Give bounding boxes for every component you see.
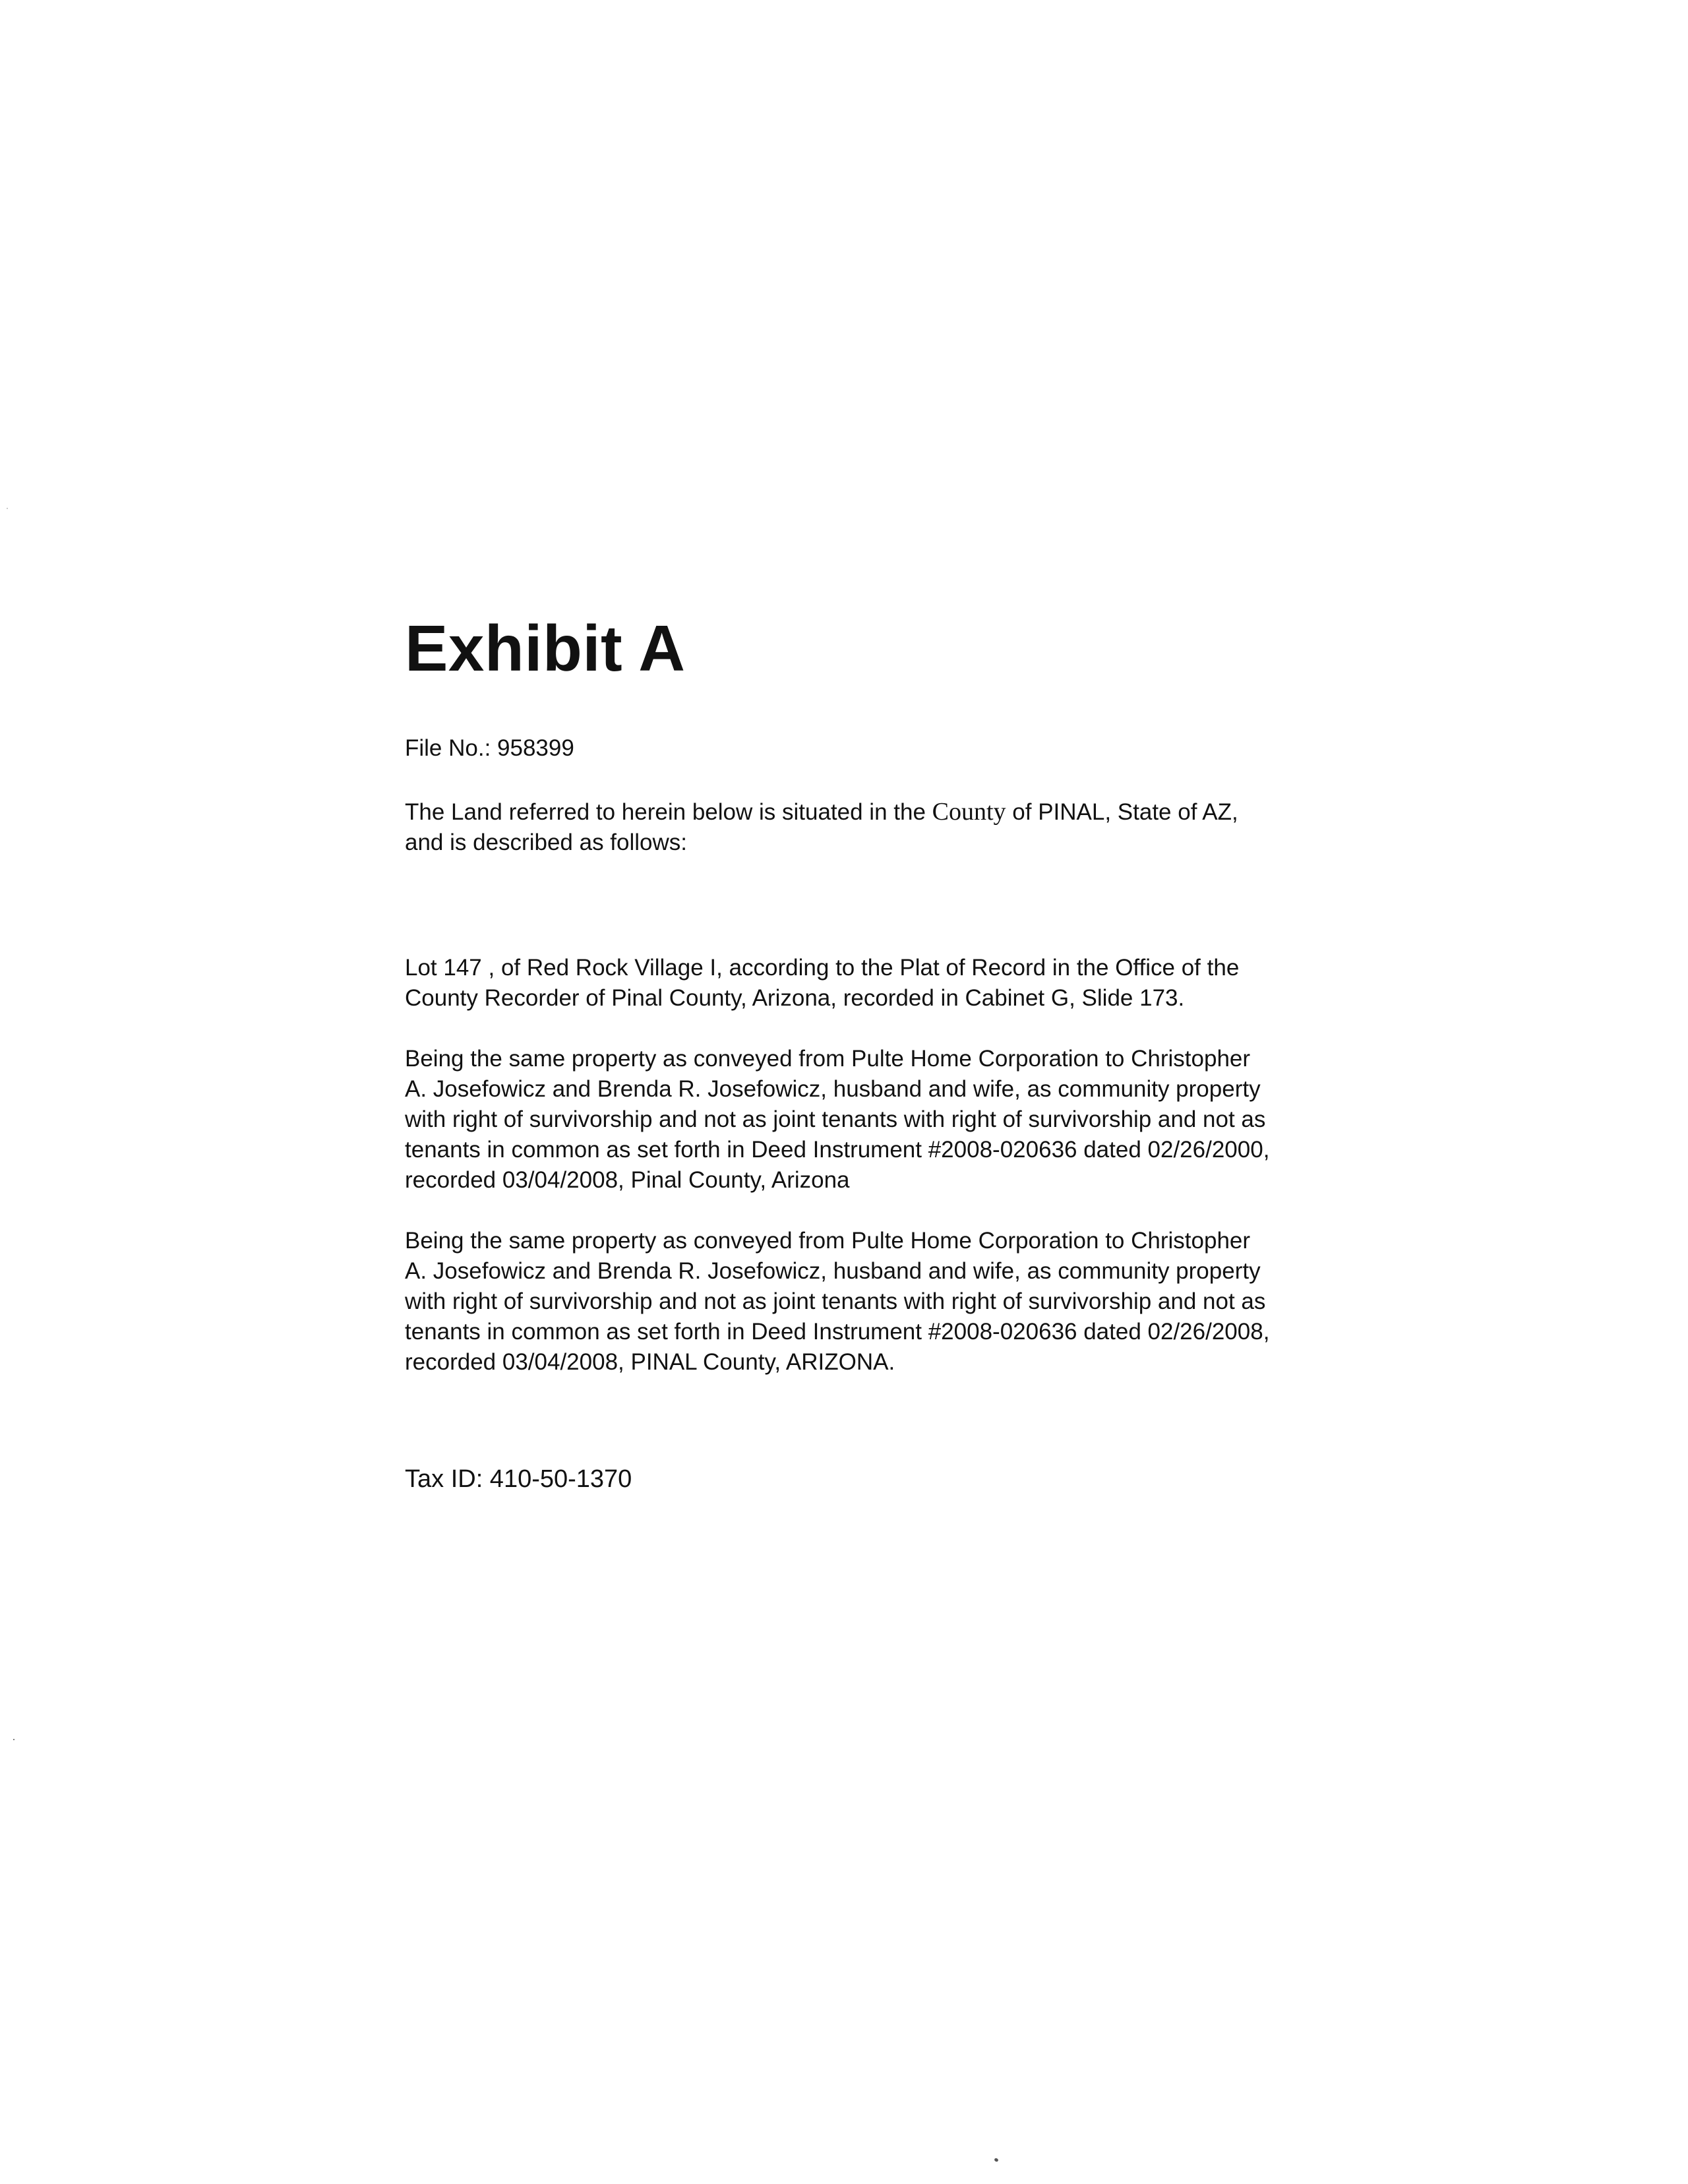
conveyance-paragraph-2: Being the same property as conveyed from Pulte Home Corporation to Christopher A. Josefowicz and Brenda R. Josefowicz, husband and wife, as community property with right of survivorship and not as joint tenants with right of survivorship and not as tenants in common as set forth in Deed Instrument #2008-020636 dated 02/26/2008, recorded 03/04/2008, PINAL County, ARIZONA. (405, 1227, 1270, 1375)
land-situated-statement (405, 797, 1275, 858)
document-body (405, 613, 1275, 1495)
file-number: File No.: 958399 (405, 735, 574, 761)
tax-id: Tax ID: 410-50-1370 (405, 1465, 632, 1493)
situated-text-after: of PINAL, State of AZ, and is described as follows: (405, 799, 1238, 855)
lot-description: Lot 147 , of Red Rock Village I, according to the Plat of Record in the Office of the County Recorder of Pinal County, Arizona, recorded in Cabinet G, Slide 173. (405, 954, 1240, 1011)
situated-text-before: The Land referred to herein below is situated in the (405, 799, 932, 825)
scan-speck (7, 508, 8, 509)
exhibit-title: Exhibit A (405, 612, 686, 684)
scan-speck (994, 2158, 999, 2162)
situated-county-word: County (932, 797, 1006, 826)
scan-speck (13, 1739, 15, 1740)
conveyance-paragraph-1: Being the same property as conveyed from Pulte Home Corporation to Christopher A. Josefowicz and Brenda R. Josefowicz, husband and wife, as community property with right of survivorship and not as joint tenants with right of survivorship and not as tenants in common as set forth in Deed Instrument #2008-020636 dated 02/26/2000, recorded 03/04/2008, Pinal County, Arizona (405, 1045, 1270, 1193)
